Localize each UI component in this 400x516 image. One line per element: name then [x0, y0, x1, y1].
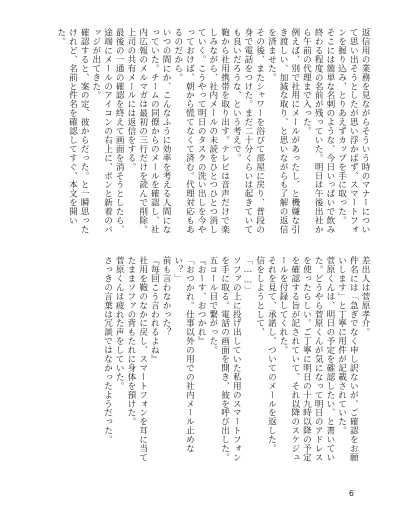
- lower-text-block: 差出人は菅原孝介。 件名には「急ぎでなく申し訳ないが、ご確認をお願いします」と丁寧に用件が記載されていた。 菅原くんは、明日の予定を確認したい、と書いていた。どうやら菅原くんが気になって明日のアドレスを使ったらしい。ご丁寧に明日の十九時以降の予定を確認する旨が記されていて、それ以降のスケジュールを付録してくれた。 それを見て、承諾し、ついてのメールを返した。 信をしようとして、 「……」 ソファの上に投げ出していた私用のスマートフォンを手に取る。電話の画面を開き、彼を呼び出した。五コール目で繋がった。 『おーす、おつかれ』 「おつかれ。仕事以外の用での社内メール止めない？」 前も言わなかった？ 『毎回こう言われるよね』 社用を鞄のなかに戻し、スマートフォンを耳に当てたままソファの背もたれに身体を預けた。 菅原くんは疲れた声をしていた。 さっきの言葉は冗談ではなかったようだった。: [102, 256, 370, 462]
- page-number: 6: [348, 489, 354, 498]
- upper-text-block: 返信用の業務を見ながらそういう時のマナーについて思い出そうとしたが思い浮かばず、スマートフォンを握り込み、とりあえずカップを手に取った。 そこには簡単な名刺のような、今日いっぱいで飲み終わる程度の名前が残っていた。明日は午後出社から午前の代理まで入った。 例えば、別で社用にメールがあったし、と機嫌な引き渡しい、加減な取り、と思いながらも了解の返信を済ませた。 その後、またシャワーを浴びて部屋に戻り、普段の身で電話をつけた。まだ二十分くらいは起きていても良いだろうな、という考えで。 鞄から社用携帯を取り出す。テレビは音声だけで楽しみながら、社内メールの未読をひとつひとつ消していく。こうやって明日のタスクの洗い出しを今やっておけば、朝から慌てなくて済む。代理対応もあるのだから。 いつの間にか、こんなふうに効率を考える人間になっていた。チームの同僚からのメールを確認し、社内広報のメルマガは最初の三行だけを読んで削除。上司の共有メールには返信をする。 最後の一通の確認を終えて画面を消そうとしたら、途端にメールのアイコンの右上に、ポンと新着のバッジが出てきた。 確認すると、案の定、彼からだった。と一瞬思ったけれど、名前と件名を確認してすぐ、本文を開いた。: [55, 28, 370, 234]
